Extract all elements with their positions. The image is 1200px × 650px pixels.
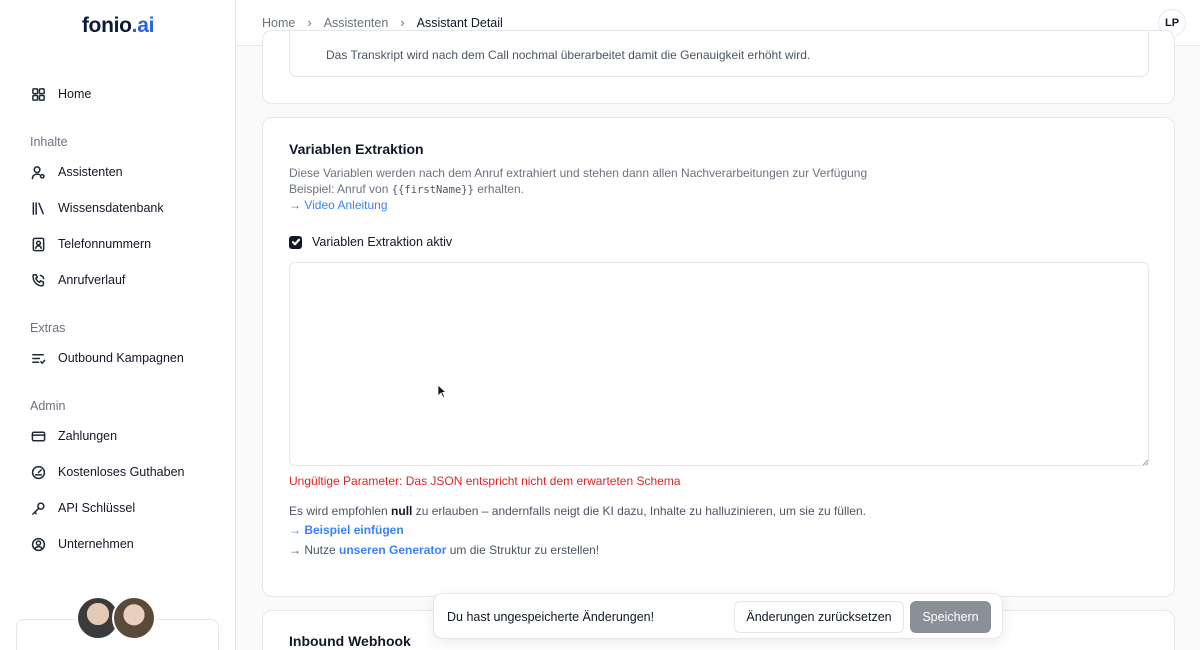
unsaved-changes-bar [433,593,1003,639]
user-circle-icon [30,536,46,552]
sidebar-section-inhalte: Inhalte [30,135,68,149]
hint-bold: null [391,504,413,518]
team-avatars [76,596,160,642]
video-tutorial-link[interactable]: Video Anleitung [304,198,388,212]
json-schema-textarea[interactable] [289,262,1149,466]
brand-logo[interactable] [0,14,236,38]
gauge-icon [30,464,46,480]
sidebar-item-label: Wissensdatenbank [58,201,164,215]
card-title: Inbound Webhook [289,633,411,649]
sidebar-item-label: Kostenloses Guthaben [58,465,185,479]
video-tutorial-row [289,198,388,212]
example-prefix: Beispiel: Anruf von [289,182,392,196]
checkbox-checked[interactable] [289,236,302,249]
variables-extraction-card [262,117,1175,597]
variables-extraction-toggle[interactable] [289,235,452,249]
generator-link[interactable]: unseren Generator [339,543,447,557]
key-icon [30,500,46,516]
contact-book-icon [30,236,46,252]
generator-row [289,543,599,557]
brand-suffix: .ai [131,14,155,37]
example-code: {{firstName}} [391,184,474,196]
insert-example-link[interactable]: → Beispiel einfügen [289,523,404,537]
sidebar-item-kostenloses-guthaben[interactable] [30,462,184,482]
sidebar-section-extras: Extras [30,321,66,335]
sidebar-item-api-schluessel[interactable] [30,498,135,518]
validation-error: Ungültige Parameter: Das JSON entspricht nicht dem erwarteten Schema [289,474,681,488]
example-suffix: erhalten. [473,182,524,196]
sidebar-item-label: Assistenten [58,165,123,179]
sidebar-item-label: Anrufverlauf [58,273,126,287]
description: Diese Variablen werden nach dem Anruf extrahiert und stehen dann allen Nachverarbeitungen zur Verfügung [289,166,868,180]
reset-changes-button[interactable]: Änderungen zurücksetzen [734,601,904,633]
breadcrumb-current: Assistant Detail [416,15,503,30]
example-text [289,182,524,196]
hint-suffix: zu erlauben – andernfalls neigt die KI dazu, Inhalte zu halluzinieren, um sie zu füllen. [412,504,866,518]
breadcrumb [262,15,503,30]
sidebar-item-label: Unternehmen [58,537,134,551]
list-check-icon [30,350,46,366]
library-icon [30,200,46,216]
sidebar-item-label: Outbound Kampagnen [58,351,184,365]
transcript-card [262,30,1175,104]
sidebar-item-unternehmen[interactable] [30,534,134,554]
arrow-right-icon: → [289,198,305,212]
breadcrumb-home[interactable]: Home [262,15,296,30]
grid-icon [30,86,46,102]
sidebar-item-home[interactable] [30,84,91,104]
generator-prefix: → Nutze [289,543,340,557]
profile-avatar-button[interactable]: LP [1158,9,1186,37]
sidebar-item-anrufverlauf[interactable] [30,270,125,290]
credit-card-icon [30,428,46,444]
save-button[interactable]: Speichern [910,601,991,633]
insert-example-row [289,523,404,537]
brand-name: fonio [81,14,132,37]
sidebar [0,0,236,650]
chevron-right-icon: › [400,15,405,30]
generator-suffix: um die Struktur zu erstellen! [446,543,600,557]
phone-icon [30,272,46,288]
unsaved-changes-message: Du hast ungespeicherte Änderungen! [447,610,655,624]
sidebar-item-label: API Schlüssel [58,501,136,515]
card-title: Variablen Extraktion [289,141,424,157]
check-icon [291,237,301,247]
sidebar-item-outbound-kampagnen[interactable] [30,348,184,368]
mouse-cursor-icon [437,384,447,399]
resize-grip-icon[interactable] [1141,458,1149,466]
sidebar-item-assistenten[interactable] [30,162,123,182]
breadcrumb-assistenten[interactable]: Assistenten [323,15,389,30]
transcript-info-box [289,31,1149,77]
avatar [112,596,156,640]
transcript-info-text: Das Transkript wird nach dem Call nochmal überarbeitet damit die Genauigkeit erhöht wird. [326,48,811,62]
sidebar-item-telefonnummern[interactable] [30,234,151,254]
user-cog-icon [30,164,46,180]
sidebar-item-zahlungen[interactable] [30,426,117,446]
sidebar-item-wissensdatenbank[interactable] [30,198,164,218]
hint-prefix: Es wird empfohlen [289,504,392,518]
sidebar-item-label: Zahlungen [58,429,118,443]
chevron-right-icon: › [307,15,312,30]
sidebar-item-label: Home [58,87,92,101]
checkbox-label: Variablen Extraktion aktiv [312,235,453,249]
null-hint [289,504,866,518]
sidebar-section-admin: Admin [30,399,66,413]
sidebar-item-label: Telefonnummern [58,237,152,251]
